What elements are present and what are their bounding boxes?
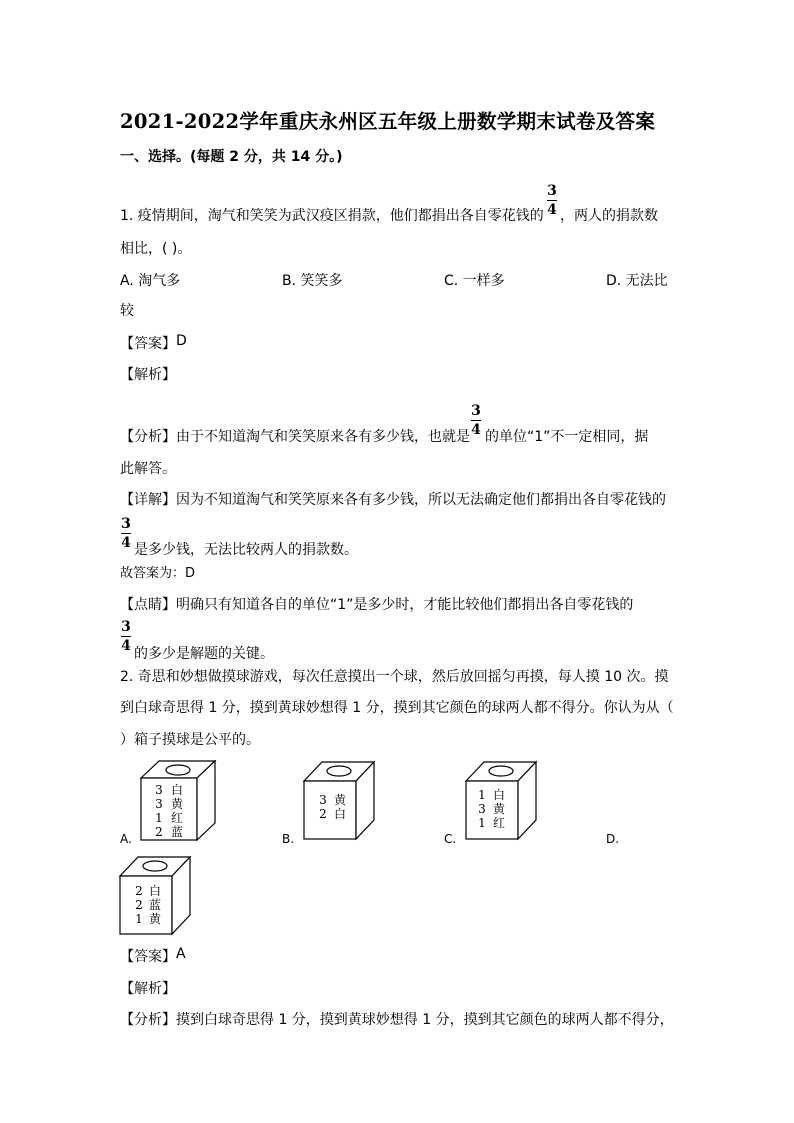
box-d-diagram [118,855,194,937]
box-c-color: 红 [492,816,506,830]
q1-xiangjie-text-1: 因为不知道淘气和笑笑原来各有多少钱，所以无法确定他们都捐出各自零花钱的 [176,492,666,508]
fraction-numerator: 3 [547,183,557,199]
q2-answer-tag: 【答案】 [120,949,176,965]
q1-analysis-tag: 【解析】 [120,367,176,383]
box-a-color: 蓝 [170,825,184,839]
box-a-color: 红 [170,811,184,825]
q1-fenxi-tag: 【分析】 [120,429,176,445]
box-b-diagram [302,760,378,842]
box-c-count: 1 [478,816,486,830]
page-title: 2021-2022学年重庆永州区五年级上册数学期末试卷及答案 [120,110,656,133]
box-a-count: 2 [155,825,163,839]
q1-xiangjie-text-2: 是多少钱，无法比较两人的捐款数。 [134,542,358,558]
box-c-color: 白 [492,788,506,802]
box-b-color: 白 [333,807,347,821]
box-a-count: 3 [155,783,163,797]
box-a-color: 白 [170,783,184,797]
q1-xiangjie-tag: 【详解】 [120,492,176,508]
q1-dianjing-tag: 【点睛】 [120,597,176,613]
q1-stem-line2: 相比，( )。 [120,241,192,257]
q1-stem-line1b: ，两人的捐款数 [560,208,658,224]
q1-fenxi-text-2: 此解答。 [120,461,176,477]
fraction-bar [547,200,557,201]
q1-fenxi-text-a: 由于不知道淘气和笑笑原来各有多少钱，也就是 [176,429,470,445]
q2-answer: A [176,946,186,962]
q2-stem-line3: ）箱子摸球是公平的。 [120,732,260,748]
q2-option-c-label: C. [444,832,457,846]
box-d-color: 蓝 [148,898,162,912]
fraction-numerator: 3 [121,516,131,532]
q2-analysis-tag: 【解析】 [120,981,176,997]
q1-final-answer: 故答案为：D [120,566,196,581]
box-d-count: 1 [135,912,143,926]
q1-option-c: C. 一样多 [444,273,505,289]
q1-answer: D [176,333,187,349]
box-c-color: 黄 [492,802,506,816]
q2-fenxi-text-1: 摸到白球奇思得 1 分，摸到黄球妙想得 1 分，摸到其它颜色的球两人都不得分， [176,1012,674,1028]
q1-answer-tag: 【答案】 [120,336,176,352]
box-b-color: 黄 [333,793,347,807]
q1-fenxi-text-b: 的单位“1”不一定相同，据 [485,429,649,445]
q1-option-b: B. 笑笑多 [282,273,343,289]
fraction-bar [471,420,481,421]
q2-stem-line1: 2. 奇思和妙想做摸球游戏，每次任意摸出一个球，然后放回摇匀再摸，每人摸 10 次。摸 [120,669,669,685]
box-a-color: 黄 [170,797,184,811]
box-d-count: 2 [135,884,143,898]
q1-option-a: A. 淘气多 [120,273,181,289]
fraction-numerator: 3 [471,403,481,419]
box-b-count: 3 [319,793,327,807]
fraction-denominator: 4 [547,202,557,218]
box-b-count: 2 [319,807,327,821]
box-d-color: 黄 [148,912,162,926]
box-d-count: 2 [135,898,143,912]
q2-stem-line2: 到白球奇思得 1 分，摸到黄球妙想得 1 分，摸到其它颜色的球两人都不得分。你认为从（ [120,700,674,716]
section-heading: 一、选择。(每题 2 分，共 14 分。) [120,149,343,165]
fraction-denominator: 4 [121,638,131,654]
q1-dianjing-text-1: 明确只有知道各自的单位“1”是多少时，才能比较他们都捐出各自零花钱的 [176,597,634,613]
fraction-bar [121,533,131,534]
box-a-diagram [140,760,218,842]
q2-fenxi-tag: 【分析】 [120,1012,176,1028]
q1-stem-line1a: 1. 疫情期间，淘气和笑笑为武汉疫区捐款，他们都捐出各自零花钱的 [120,208,544,224]
fraction-denominator: 4 [471,422,481,438]
box-c-count: 3 [478,802,486,816]
box-a-count: 1 [155,811,163,825]
fraction-bar [121,636,131,637]
fraction-numerator: 3 [121,619,131,635]
q1-option-d-wrap: 较 [120,303,134,319]
q1-option-d: D. 无法比 [606,273,668,289]
q2-option-b-label: B. [282,832,295,846]
box-d-color: 白 [148,884,162,898]
q1-dianjing-text-2: 的多少是解题的关键。 [134,646,274,662]
q2-option-d-label: D. [606,832,620,846]
box-c-count: 1 [478,788,486,802]
q2-option-a-label: A. [120,832,132,846]
box-c-diagram [464,760,540,842]
box-a-count: 3 [155,797,163,811]
fraction-denominator: 4 [121,535,131,551]
